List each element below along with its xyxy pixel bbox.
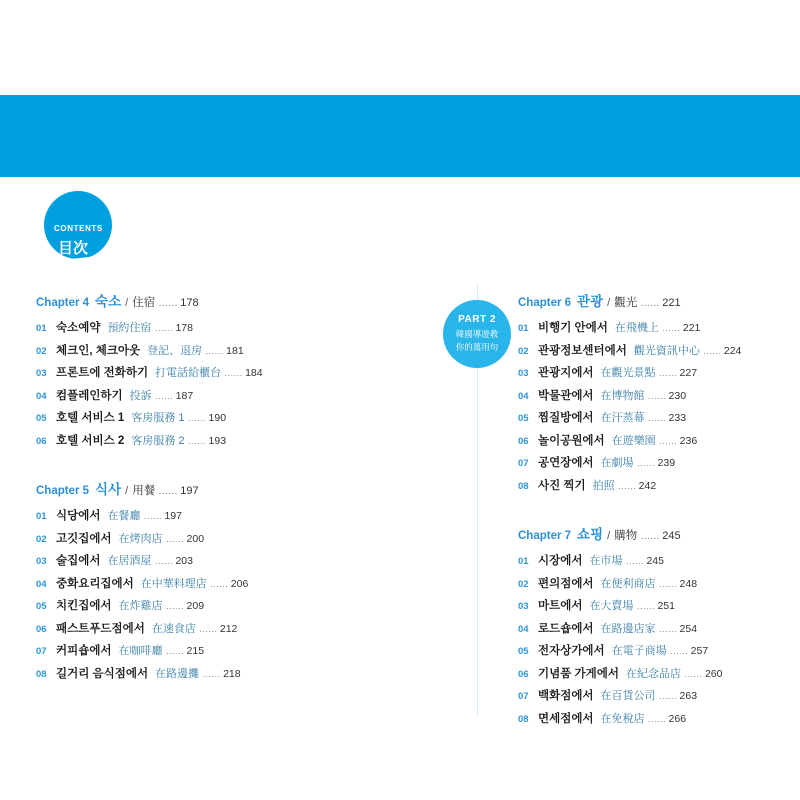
chapter-title-cn: 住宿 (132, 297, 156, 309)
entry-number: 03 (518, 601, 529, 612)
entry-title-cn: 預約住宿 (107, 322, 152, 334)
toc-entry[interactable] (518, 575, 788, 591)
entry-title-cn: 在大賣場 (589, 600, 634, 612)
entry-title-kr: 편의점에서 (538, 577, 594, 590)
entry-title-kr: 식당에서 (56, 510, 101, 522)
entry-number: 08 (518, 480, 529, 492)
chapter-separator: / (607, 297, 611, 309)
toc-entry[interactable] (36, 342, 436, 358)
entry-leader-dots: …… (647, 713, 666, 725)
chapter-label: Chapter 6 (518, 297, 572, 309)
entry-page-number: 187 (175, 389, 194, 402)
entry-title-cn: 在電子商場 (611, 645, 667, 657)
entry-number: 02 (518, 345, 529, 357)
entry-number: 07 (518, 458, 529, 469)
chapter-label: Chapter 7 (518, 530, 572, 542)
entry-title-kr: 사진 찍기 (538, 479, 586, 492)
entry-number: 06 (518, 668, 529, 680)
entry-leader-dots: …… (154, 390, 173, 402)
entry-title-kr: 패스트푸드점에서 (56, 622, 145, 635)
entry-leader-dots: …… (209, 578, 228, 590)
entry-leader-dots: …… (165, 533, 184, 545)
entry-leader-dots: …… (658, 435, 677, 447)
entry-title-kr: 술집에서 (56, 555, 101, 567)
entry-leader-dots: …… (636, 601, 655, 612)
entry-page-number: 248 (679, 577, 698, 590)
entry-title-kr: 면세점에서 (538, 712, 594, 725)
toc-entry[interactable] (36, 597, 436, 613)
entry-page-number: 209 (186, 600, 205, 612)
entry-page-number: 227 (679, 367, 698, 379)
entry-title-kr: 전자상가에서 (538, 645, 605, 657)
entry-title-cn: 客房服務 1 (131, 412, 185, 424)
entry-leader-dots: …… (154, 323, 173, 334)
entry-number: 01 (518, 323, 529, 334)
entry-number: 07 (518, 691, 529, 702)
entry-number: 05 (518, 413, 529, 424)
entry-leader-dots: …… (683, 668, 702, 680)
toc-entry[interactable] (36, 387, 436, 403)
entry-title-cn: 在速食店 (151, 622, 196, 635)
entry-title-cn: 在便利商店 (600, 577, 656, 590)
toc-entry[interactable] (518, 665, 788, 681)
entry-title-kr: 호텔 서비스 2 (56, 434, 125, 447)
entry-page-number: 236 (679, 434, 698, 447)
entry-page-number: 193 (208, 434, 227, 447)
entry-number: 01 (36, 323, 47, 334)
contents-page (0, 95, 800, 725)
entry-page-number: 200 (186, 532, 205, 545)
entry-title-kr: 놀이공원에서 (538, 434, 605, 447)
entry-title-kr: 시장에서 (538, 555, 583, 567)
entry-leader-dots: …… (658, 691, 677, 702)
entry-leader-dots: …… (165, 646, 184, 657)
entry-number: 06 (518, 435, 529, 447)
entry-number: 05 (36, 413, 47, 424)
entry-title-kr: 커피숍에서 (56, 645, 112, 657)
entry-page-number: 224 (723, 344, 742, 357)
chapter-title-cn: 購物 (614, 530, 638, 542)
entry-title-cn: 在汗蒸幕 (600, 412, 645, 424)
toc-entry[interactable] (36, 530, 436, 546)
chapter-leader-dots: …… (640, 298, 660, 309)
chapter-page-number: 197 (180, 485, 199, 497)
header-band (0, 95, 800, 177)
entry-leader-dots: …… (661, 323, 680, 334)
entry-number: 06 (36, 623, 47, 635)
entry-page-number: 242 (638, 479, 657, 492)
entry-leader-dots: …… (224, 368, 243, 379)
chapter-leader-dots: …… (158, 486, 178, 497)
part-label: PART 2 (458, 314, 496, 325)
entry-number: 03 (36, 556, 47, 567)
entry-title-kr: 찜질방에서 (538, 412, 594, 424)
chapter-page-number: 178 (180, 297, 199, 309)
entry-number: 05 (518, 646, 529, 657)
group-spacer (36, 454, 436, 478)
entry-title-cn: 在遊樂園 (611, 434, 656, 447)
entry-leader-dots: …… (658, 578, 677, 590)
toc-column-left (36, 290, 436, 687)
entry-title-kr: 호텔 서비스 1 (56, 412, 125, 424)
entry-title-cn: 在免稅店 (600, 712, 645, 725)
toc-entry[interactable] (518, 477, 788, 493)
toc-column-right (518, 290, 788, 732)
entry-title-kr: 백화점에서 (538, 690, 594, 702)
toc-entry[interactable] (518, 597, 788, 613)
chapter-label: Chapter 4 (36, 297, 90, 309)
chapter-separator: / (125, 297, 129, 309)
toc-entry[interactable] (518, 409, 788, 425)
entry-number: 08 (518, 713, 529, 725)
part-subtitle-line2: 你的萬用句 (455, 341, 499, 352)
entry-leader-dots: …… (658, 623, 677, 635)
toc-entry[interactable] (518, 454, 788, 470)
toc-entry[interactable] (518, 364, 788, 380)
entry-page-number: 233 (668, 412, 687, 424)
entry-page-number: 178 (175, 322, 193, 334)
entry-title-kr: 공연장에서 (538, 457, 594, 469)
entry-number: 01 (518, 556, 529, 567)
entry-title-cn: 在紀念品店 (625, 667, 681, 680)
entry-leader-dots: …… (658, 368, 677, 379)
chapter-heading[interactable] (518, 523, 788, 543)
entry-title-cn: 觀光資訊中心 (633, 344, 700, 357)
entry-page-number: 184 (245, 367, 263, 379)
toc-entry[interactable] (518, 342, 788, 358)
entry-leader-dots: …… (198, 623, 217, 635)
chapter-heading[interactable] (36, 290, 436, 310)
entry-number: 04 (36, 390, 47, 402)
entry-number: 03 (518, 368, 529, 379)
entry-title-cn: 在餐廳 (107, 510, 141, 522)
toc-entry[interactable] (36, 364, 436, 380)
toc-entry[interactable] (518, 552, 788, 568)
entry-title-kr: 프론트에 전화하기 (56, 367, 149, 379)
chapter-heading[interactable] (518, 290, 788, 310)
chapter-title-cn: 用餐 (132, 485, 156, 497)
entry-leader-dots: …… (625, 556, 644, 567)
entry-number: 04 (36, 578, 47, 590)
entry-number: 04 (518, 390, 529, 402)
chapter-page-number: 245 (662, 530, 681, 542)
toc-entry[interactable] (518, 319, 788, 335)
toc-entry[interactable] (518, 710, 788, 726)
entry-page-number: 245 (646, 555, 664, 567)
entry-title-kr: 기념품 가게에서 (538, 667, 619, 680)
entry-leader-dots: …… (154, 556, 173, 567)
entry-title-kr: 컴플레인하기 (56, 389, 123, 402)
entry-number: 07 (36, 646, 47, 657)
entry-title-kr: 치킨집에서 (56, 600, 112, 612)
entry-number: 08 (36, 668, 47, 680)
entry-page-number: 239 (657, 457, 676, 469)
entry-title-cn: 拍照 (592, 479, 615, 492)
entry-title-kr: 마트에서 (538, 600, 583, 612)
entry-leader-dots: …… (143, 511, 162, 522)
chapter-separator: / (125, 485, 129, 497)
entry-title-cn: 在市場 (589, 555, 623, 567)
entry-leader-dots: …… (647, 413, 666, 424)
entry-title-cn: 在中華料理店 (140, 577, 207, 590)
toc-entry[interactable] (36, 319, 436, 335)
group-spacer (518, 499, 788, 523)
entry-title-cn: 在烤肉店 (118, 532, 163, 545)
chapter-title-kr: 식사 (95, 482, 122, 497)
entry-title-cn: 在咖啡廳 (118, 645, 163, 657)
entry-number: 03 (36, 368, 47, 379)
entry-leader-dots: …… (205, 345, 224, 357)
entry-title-cn: 在博物館 (600, 389, 645, 402)
entry-leader-dots: …… (617, 480, 636, 492)
entry-leader-dots: …… (669, 646, 688, 657)
entry-title-cn: 客房服務 2 (131, 434, 185, 447)
entry-page-number: 260 (704, 667, 723, 680)
entry-number: 01 (36, 511, 47, 522)
entry-page-number: 206 (230, 577, 249, 590)
entry-number: 02 (518, 578, 529, 590)
entry-number: 04 (518, 623, 529, 635)
entry-title-kr: 박물관에서 (538, 389, 594, 402)
entry-leader-dots: …… (702, 345, 721, 357)
toc-entry[interactable] (518, 642, 788, 658)
toc-entry[interactable] (36, 552, 436, 568)
contents-badge (44, 213, 116, 273)
entry-title-kr: 고깃집에서 (56, 532, 112, 545)
entry-page-number: 251 (657, 600, 675, 612)
entry-page-number: 230 (668, 389, 687, 402)
entry-page-number: 218 (223, 667, 241, 680)
chapter-label: Chapter 5 (36, 485, 90, 497)
entry-number: 05 (36, 601, 47, 612)
entry-leader-dots: …… (165, 601, 184, 612)
entry-title-cn: 在路邊攤 (155, 667, 200, 680)
toc-entry[interactable] (518, 432, 788, 448)
entry-page-number: 197 (164, 510, 182, 522)
entry-title-cn: 投訴 (129, 389, 152, 402)
entry-title-kr: 관광정보센터에서 (538, 344, 627, 357)
entry-title-kr: 체크인, 체크아웃 (56, 344, 141, 357)
badge-title: 目次 (58, 240, 89, 257)
entry-page-number: 263 (679, 690, 698, 702)
chapter-leader-dots: …… (640, 531, 660, 542)
entry-title-kr: 숙소예약 (56, 322, 101, 334)
entry-title-cn: 在居酒屋 (107, 555, 152, 567)
entry-page-number: 212 (219, 622, 238, 635)
entry-title-cn: 在路邊店家 (600, 622, 656, 635)
entry-leader-dots: …… (187, 435, 206, 447)
toc-entry[interactable] (36, 642, 436, 658)
entry-title-cn: 登記、退房 (147, 344, 203, 357)
entry-title-kr: 관광지에서 (538, 367, 594, 379)
entry-number: 06 (36, 435, 47, 447)
toc-entry[interactable] (36, 620, 436, 636)
entry-title-cn: 在百貨公司 (600, 690, 656, 702)
entry-page-number: 266 (668, 712, 687, 725)
chapter-heading[interactable] (36, 478, 436, 498)
entry-page-number: 257 (690, 645, 709, 657)
chapter-title-kr: 숙소 (95, 294, 122, 309)
entry-title-cn: 在觀光景點 (600, 367, 656, 379)
toc-entry[interactable] (36, 409, 436, 425)
entry-page-number: 203 (175, 555, 193, 567)
entry-number: 02 (36, 533, 47, 545)
entry-title-kr: 길거리 음식점에서 (56, 667, 149, 680)
toc-entry[interactable] (36, 575, 436, 591)
chapter-page-number: 221 (662, 297, 681, 309)
entry-title-cn: 在飛機上 (614, 322, 659, 334)
chapter-separator: / (607, 530, 611, 542)
toc-entry[interactable] (36, 432, 436, 448)
entry-title-kr: 중화요리집에서 (56, 577, 134, 590)
entry-title-cn: 在劇場 (600, 457, 634, 469)
entry-title-cn: 打電話給櫃台 (155, 367, 222, 379)
chapter-leader-dots: …… (158, 298, 178, 309)
entry-page-number: 190 (208, 412, 227, 424)
part-subtitle-line1: 韓國導遊教 (455, 328, 499, 339)
entry-title-kr: 비행기 안에서 (538, 322, 608, 334)
entry-page-number: 181 (226, 344, 244, 357)
entry-leader-dots: …… (202, 668, 221, 680)
part-marker (443, 300, 511, 368)
entry-leader-dots: …… (647, 390, 666, 402)
entry-leader-dots: …… (187, 413, 206, 424)
entry-page-number: 221 (682, 322, 701, 334)
entry-title-kr: 로드숍에서 (538, 622, 594, 635)
toc-entry[interactable] (36, 665, 436, 681)
entry-number: 02 (36, 345, 47, 357)
toc-entry[interactable] (518, 620, 788, 636)
chapter-title-kr: 쇼핑 (577, 527, 604, 542)
entry-page-number: 254 (679, 622, 698, 635)
chapter-title-cn: 觀光 (614, 297, 638, 309)
entry-leader-dots: …… (636, 458, 655, 469)
entry-title-cn: 在炸雞店 (118, 600, 163, 612)
chapter-title-kr: 관광 (577, 294, 604, 309)
toc-entry[interactable] (518, 387, 788, 403)
toc-entry[interactable] (518, 687, 788, 703)
badge-eyebrow: CONTENTS (54, 224, 103, 233)
entry-page-number: 215 (186, 645, 205, 657)
toc-entry[interactable] (36, 507, 436, 523)
